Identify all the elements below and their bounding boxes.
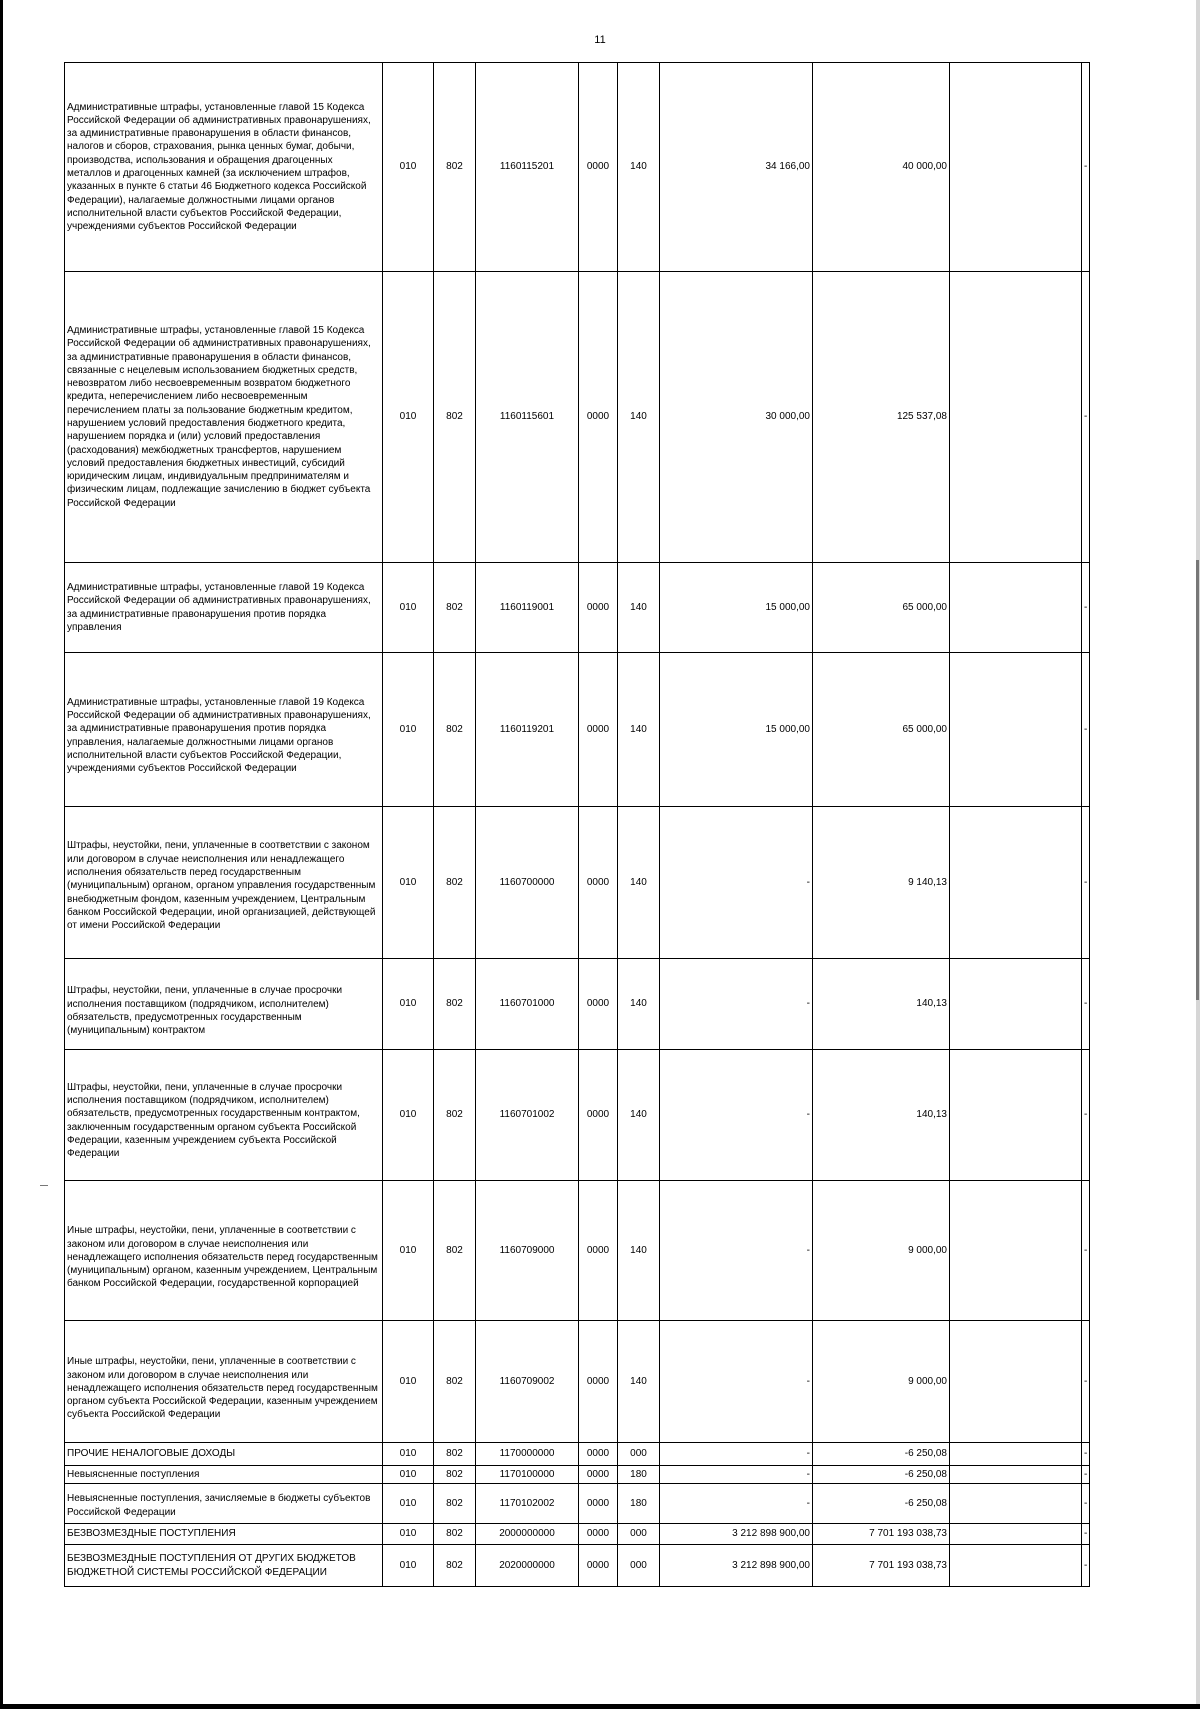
- row-description: Иные штрафы, неустойки, пени, уплаченные в соответствии с законом или договором в случае неисполнения или ненадлежащего исполнения обязательств перед государственным (муниципальным) органом, казенным учреждением, Центральным банком Российской Федерации, государственной корпорацией: [65, 1181, 383, 1321]
- table-row: [65, 1321, 1090, 1443]
- amount-extra: [950, 563, 1082, 653]
- amount-actual: 9 000,00: [813, 1181, 950, 1321]
- scan-mark: [40, 1185, 48, 1186]
- code-col5: 140: [618, 1050, 660, 1181]
- code-col5: 140: [618, 1181, 660, 1321]
- code-col4: 0000: [579, 1181, 618, 1321]
- amount-actual: 9 140,13: [813, 807, 950, 959]
- amount-planned: -: [660, 807, 813, 959]
- code-col2: 802: [434, 959, 476, 1050]
- amount-dash: -: [1082, 563, 1090, 653]
- amount-actual: 65 000,00: [813, 563, 950, 653]
- code-col1: 010: [383, 1443, 434, 1466]
- code-col3: 1160701002: [476, 1050, 579, 1181]
- amount-dash: -: [1082, 1050, 1090, 1181]
- code-col2: 802: [434, 1545, 476, 1587]
- amount-actual: 7 701 193 038,73: [813, 1545, 950, 1587]
- amount-actual: 140,13: [813, 959, 950, 1050]
- amount-planned: -: [660, 1181, 813, 1321]
- amount-planned: -: [660, 1321, 813, 1443]
- table-row: [65, 1524, 1090, 1545]
- code-col4: 0000: [579, 563, 618, 653]
- amount-extra: [950, 653, 1082, 807]
- amount-dash: -: [1082, 63, 1090, 272]
- code-col5: 140: [618, 959, 660, 1050]
- amount-dash: -: [1082, 807, 1090, 959]
- code-col1: 010: [383, 1466, 434, 1484]
- code-col3: 1160119201: [476, 653, 579, 807]
- code-col1: 010: [383, 807, 434, 959]
- code-col4: 0000: [579, 959, 618, 1050]
- amount-planned: -: [660, 959, 813, 1050]
- code-col3: 1170102002: [476, 1484, 579, 1524]
- code-col5: 140: [618, 807, 660, 959]
- code-col3: 2020000000: [476, 1545, 579, 1587]
- code-col3: 1160115201: [476, 63, 579, 272]
- code-col4: 0000: [579, 807, 618, 959]
- code-col5: 140: [618, 563, 660, 653]
- code-col5: 000: [618, 1545, 660, 1587]
- code-col3: 1160700000: [476, 807, 579, 959]
- table-row: [65, 1466, 1090, 1484]
- row-description: Невыясненные поступления: [65, 1466, 383, 1484]
- code-col2: 802: [434, 1181, 476, 1321]
- amount-planned: 34 166,00: [660, 63, 813, 272]
- revenue-table: [64, 62, 1090, 1587]
- amount-actual: 125 537,08: [813, 272, 950, 563]
- code-col4: 0000: [579, 1466, 618, 1484]
- code-col2: 802: [434, 272, 476, 563]
- amount-dash: -: [1082, 1484, 1090, 1524]
- table-row: [65, 1484, 1090, 1524]
- code-col2: 802: [434, 1321, 476, 1443]
- row-description: Административные штрафы, установленные главой 15 Кодекса Российской Федерации об административных правонарушениях, за административные правонарушения в области финансов, связанные с нецелевым использованием бюджетных средств, невозвратом либо несвоевременным возвратом бюджетного кредита, неперечислением либо несвоевременным перечислением платы за пользование бюджетным кредитом, нарушением условий предоставления бюджетного кредита, нарушением порядка и (или) условий предоставления (расходования) межбюджетных трансфертов, нарушением условий предоставления бюджетных инвестиций, субсидий юридическим лицам, индивидуальным предпринимателям и физическим лицам, подлежащие зачислению в бюджет субъекта Российской Федерации: [65, 272, 383, 563]
- amount-actual: -6 250,08: [813, 1484, 950, 1524]
- page-number: 11: [594, 34, 606, 46]
- scan-bottom-edge: [0, 1704, 1200, 1709]
- amount-dash: -: [1082, 1321, 1090, 1443]
- code-col1: 010: [383, 1524, 434, 1545]
- table-row: [65, 1443, 1090, 1466]
- code-col4: 0000: [579, 1545, 618, 1587]
- code-col3: 1170100000: [476, 1466, 579, 1484]
- amount-planned: 15 000,00: [660, 563, 813, 653]
- table-row: [65, 63, 1090, 272]
- amount-dash: -: [1082, 959, 1090, 1050]
- code-col3: 1160709002: [476, 1321, 579, 1443]
- row-description: Невыясненные поступления, зачисляемые в бюджеты субъектов Российской Федерации: [65, 1484, 383, 1524]
- amount-extra: [950, 959, 1082, 1050]
- amount-dash: -: [1082, 1466, 1090, 1484]
- scan-right-shadow: [1196, 560, 1199, 1000]
- code-col4: 0000: [579, 653, 618, 807]
- amount-extra: [950, 1181, 1082, 1321]
- amount-planned: 15 000,00: [660, 653, 813, 807]
- code-col3: 1160115601: [476, 272, 579, 563]
- amount-extra: [950, 63, 1082, 272]
- code-col5: 000: [618, 1443, 660, 1466]
- code-col3: 1160119001: [476, 563, 579, 653]
- row-description: Административные штрафы, установленные главой 19 Кодекса Российской Федерации об административных правонарушениях, за административные правонарушения против порядка управления, налагаемые должностными лицами органов исполнительной власти субъектов Российской Федерации, учреждениями субъектов Российской Федерации: [65, 653, 383, 807]
- amount-extra: [950, 1466, 1082, 1484]
- scan-left-edge: [0, 0, 3, 1709]
- table-row: [65, 959, 1090, 1050]
- code-col2: 802: [434, 1524, 476, 1545]
- code-col4: 0000: [579, 272, 618, 563]
- amount-extra: [950, 1524, 1082, 1545]
- code-col3: 1170000000: [476, 1443, 579, 1466]
- amount-actual: -6 250,08: [813, 1443, 950, 1466]
- amount-dash: -: [1082, 272, 1090, 563]
- code-col1: 010: [383, 563, 434, 653]
- table-row: [65, 1050, 1090, 1181]
- code-col2: 802: [434, 653, 476, 807]
- code-col5: 140: [618, 272, 660, 563]
- amount-extra: [950, 272, 1082, 563]
- amount-planned: 3 212 898 900,00: [660, 1524, 813, 1545]
- row-description: ПРОЧИЕ НЕНАЛОГОВЫЕ ДОХОДЫ: [65, 1443, 383, 1466]
- amount-actual: 40 000,00: [813, 63, 950, 272]
- amount-actual: -6 250,08: [813, 1466, 950, 1484]
- row-description: Штрафы, неустойки, пени, уплаченные в соответствии с законом или договором в случае неисполнения или ненадлежащего исполнения обязательств перед государственным (муниципальным) органом, органом управления государственным внебюджетным фондом, казенным учреждением, Центральным банком Российской Федерации, иной организацией, действующей от имени Российской Федерации: [65, 807, 383, 959]
- amount-actual: 9 000,00: [813, 1321, 950, 1443]
- amount-dash: -: [1082, 1181, 1090, 1321]
- code-col1: 010: [383, 1321, 434, 1443]
- row-description: Административные штрафы, установленные главой 15 Кодекса Российской Федерации об административных правонарушениях, за административные правонарушения в области финансов, налогов и сборов, страхования, рынка ценных бумаг, добычи, производства, использования и обращения драгоценных металлов и драгоценных камней (за исключением штрафов, указанных в пункте 6 статьи 46 Бюджетного кодекса Российской Федерации), налагаемые должностными лицами органов исполнительной власти субъектов Российской Федерации, учреждениями субъектов Российской Федерации: [65, 63, 383, 272]
- amount-dash: -: [1082, 653, 1090, 807]
- row-description: БЕЗВОЗМЕЗДНЫЕ ПОСТУПЛЕНИЯ ОТ ДРУГИХ БЮДЖЕТОВ БЮДЖЕТНОЙ СИСТЕМЫ РОССИЙСКОЙ ФЕДЕРАЦИИ: [65, 1545, 383, 1587]
- row-description: Административные штрафы, установленные главой 19 Кодекса Российской Федерации об административных правонарушениях, за административные правонарушения против порядка управления: [65, 563, 383, 653]
- amount-planned: 30 000,00: [660, 272, 813, 563]
- amount-planned: -: [660, 1484, 813, 1524]
- amount-planned: -: [660, 1443, 813, 1466]
- table-row: [65, 272, 1090, 563]
- code-col2: 802: [434, 807, 476, 959]
- code-col1: 010: [383, 1484, 434, 1524]
- code-col2: 802: [434, 1443, 476, 1466]
- amount-planned: -: [660, 1466, 813, 1484]
- amount-dash: -: [1082, 1545, 1090, 1587]
- code-col4: 0000: [579, 1524, 618, 1545]
- table-row: [65, 653, 1090, 807]
- row-description: Иные штрафы, неустойки, пени, уплаченные в соответствии с законом или договором в случае неисполнения или ненадлежащего исполнения обязательств перед государственным органом субъекта Российской Федерации, казенным учреждением субъекта Российской Федерации: [65, 1321, 383, 1443]
- code-col1: 010: [383, 959, 434, 1050]
- code-col2: 802: [434, 1050, 476, 1181]
- table-row: [65, 1181, 1090, 1321]
- amount-dash: -: [1082, 1443, 1090, 1466]
- code-col5: 140: [618, 653, 660, 807]
- code-col4: 0000: [579, 1443, 618, 1466]
- row-description: БЕЗВОЗМЕЗДНЫЕ ПОСТУПЛЕНИЯ: [65, 1524, 383, 1545]
- amount-extra: [950, 807, 1082, 959]
- table-row: [65, 563, 1090, 653]
- code-col5: 000: [618, 1524, 660, 1545]
- amount-extra: [950, 1321, 1082, 1443]
- code-col1: 010: [383, 653, 434, 807]
- amount-planned: -: [660, 1050, 813, 1181]
- code-col3: 1160709000: [476, 1181, 579, 1321]
- amount-dash: -: [1082, 1524, 1090, 1545]
- amount-extra: [950, 1545, 1082, 1587]
- code-col2: 802: [434, 563, 476, 653]
- code-col1: 010: [383, 1181, 434, 1321]
- code-col2: 802: [434, 63, 476, 272]
- code-col5: 180: [618, 1466, 660, 1484]
- amount-actual: 7 701 193 038,73: [813, 1524, 950, 1545]
- amount-extra: [950, 1050, 1082, 1181]
- code-col4: 0000: [579, 1050, 618, 1181]
- amount-planned: 3 212 898 900,00: [660, 1545, 813, 1587]
- code-col2: 802: [434, 1484, 476, 1524]
- code-col3: 2000000000: [476, 1524, 579, 1545]
- table-row: [65, 1545, 1090, 1587]
- code-col1: 010: [383, 63, 434, 272]
- code-col2: 802: [434, 1466, 476, 1484]
- code-col4: 0000: [579, 1484, 618, 1524]
- row-description: Штрафы, неустойки, пени, уплаченные в случае просрочки исполнения поставщиком (подрядчиком, исполнителем) обязательств, предусмотренных государственным контрактом, заключенным государственным органом субъекта Российской Федерации, казенным учреждением субъекта Российской Федерации: [65, 1050, 383, 1181]
- code-col5: 140: [618, 1321, 660, 1443]
- code-col4: 0000: [579, 63, 618, 272]
- code-col1: 010: [383, 1050, 434, 1181]
- code-col1: 010: [383, 1545, 434, 1587]
- amount-actual: 140,13: [813, 1050, 950, 1181]
- table-row: [65, 807, 1090, 959]
- amount-extra: [950, 1484, 1082, 1524]
- amount-actual: 65 000,00: [813, 653, 950, 807]
- code-col3: 1160701000: [476, 959, 579, 1050]
- code-col5: 180: [618, 1484, 660, 1524]
- code-col4: 0000: [579, 1321, 618, 1443]
- code-col1: 010: [383, 272, 434, 563]
- amount-extra: [950, 1443, 1082, 1466]
- code-col5: 140: [618, 63, 660, 272]
- row-description: Штрафы, неустойки, пени, уплаченные в случае просрочки исполнения поставщиком (подрядчиком, исполнителем) обязательств, предусмотренных государственным (муниципальным) контрактом: [65, 959, 383, 1050]
